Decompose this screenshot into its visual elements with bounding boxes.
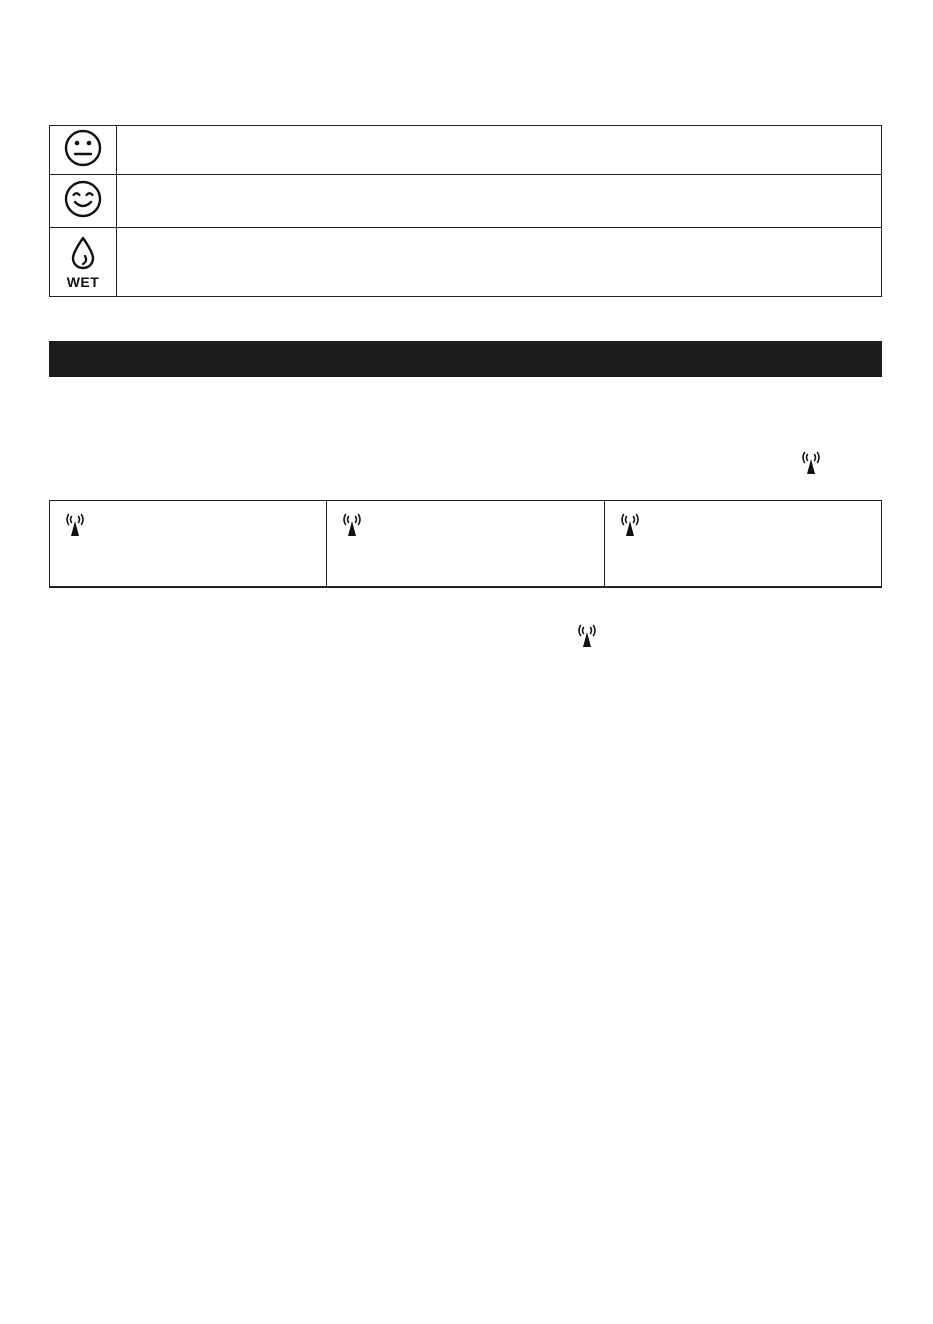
paragraph-text: [49, 616, 882, 652]
signal-cell: [605, 501, 881, 586]
comfort-description: [118, 228, 881, 296]
comfort-description: [118, 175, 881, 227]
signal-status-table: [49, 500, 882, 588]
icon-cell: [50, 175, 117, 227]
comfort-description: [118, 126, 881, 174]
water-drop-icon: [70, 236, 96, 275]
section-header-bar: [49, 341, 882, 377]
comfort-row-wet: [50, 228, 881, 296]
signal-antenna-icon: [576, 624, 598, 653]
signal-cell: [50, 501, 327, 586]
comfort-row-comfortable: [50, 175, 881, 228]
signal-cell: [327, 501, 604, 586]
signal-antenna-icon: [341, 513, 363, 541]
neutral-face-icon: [63, 128, 103, 173]
signal-antenna-icon: [619, 513, 641, 541]
icon-cell: [50, 228, 117, 296]
comfort-level-table: [49, 125, 882, 297]
smiling-face-icon: [63, 179, 103, 224]
icon-cell: [50, 126, 117, 174]
comfort-row-neutral: [50, 126, 881, 175]
wet-label: WET: [66, 273, 100, 290]
paragraph-text: [49, 440, 882, 480]
signal-antenna-icon: [64, 513, 86, 541]
signal-antenna-icon: [800, 451, 822, 480]
